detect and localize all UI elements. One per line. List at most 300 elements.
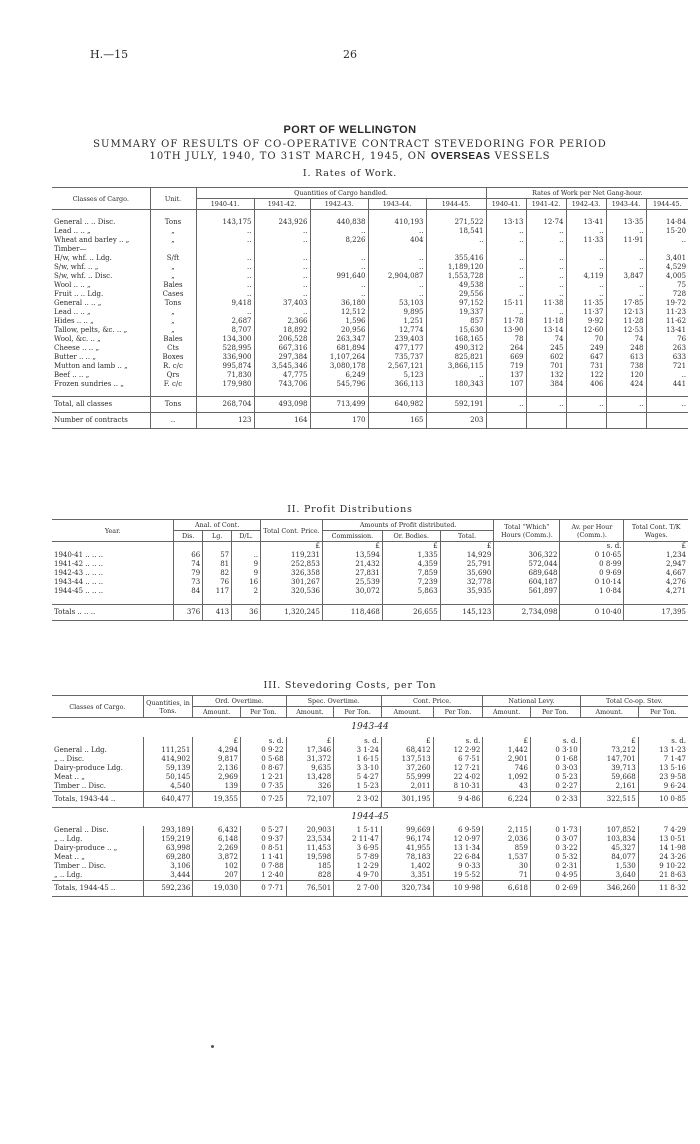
table-cell: 12,774 [368, 326, 426, 335]
table-row [52, 755, 688, 764]
table-cell: 74 [606, 335, 646, 344]
table-cell: 9 4·86 [433, 791, 483, 807]
table-row [52, 746, 688, 755]
table-cell: 12 0·97 [433, 835, 483, 844]
table-cell: 681,894 [310, 344, 368, 353]
table-cell: .. [310, 290, 368, 299]
table-cell: 123 [196, 413, 254, 429]
table-cell: 47,775 [254, 371, 310, 380]
table-cell [143, 737, 193, 746]
col-quantities: Quantities of Cargo handled. [196, 188, 486, 199]
row-label: Totals, 1944-45 .. [54, 883, 116, 892]
table-cell: 26,655 [382, 605, 440, 621]
table-cell: 1,442 [483, 746, 531, 755]
table-cell: 76 [646, 335, 688, 344]
table-cell: .. [254, 290, 310, 299]
table-cell: 15,630 [426, 326, 486, 335]
table-cell [368, 245, 426, 254]
table-cell: 207 [193, 871, 241, 880]
table-cell: 4,294 [193, 746, 241, 755]
table-cell: 721 [646, 362, 688, 371]
table-cell: 11·18 [526, 317, 566, 326]
table-cell: .. [606, 281, 646, 290]
table-cell: 1 5·11 [334, 826, 382, 835]
table-cell: 12·74 [526, 218, 566, 227]
table-cell: 122 [566, 371, 606, 380]
table-cell: 1,251 [368, 317, 426, 326]
table-cell: 613 [606, 353, 646, 362]
table-cell [486, 245, 526, 254]
table-cell: 297,384 [254, 353, 310, 362]
perton-header: Per Ton. [530, 707, 580, 718]
table-row [52, 344, 688, 353]
table-cell: 20,956 [310, 326, 368, 335]
table-row [52, 782, 688, 791]
table-cell: 3,872 [193, 853, 241, 862]
table-cell: 746 [483, 764, 531, 773]
table-cell: 23,534 [286, 835, 334, 844]
table-cell: 413 [203, 605, 232, 621]
table-cell: 13 1·34 [433, 844, 483, 853]
table-row [52, 218, 688, 227]
table-cell: 78 [486, 335, 526, 344]
table-cell: 24 3·26 [638, 853, 688, 862]
year-subheading [52, 718, 688, 737]
table-row [52, 362, 688, 371]
table-cell [203, 542, 232, 551]
table-row [52, 773, 688, 782]
col-classes: Classes of Cargo. [52, 188, 150, 210]
table-cell: 35,690 [440, 569, 494, 578]
table-cell: .. [232, 551, 261, 560]
table-cell: .. [526, 290, 566, 299]
table-cell: Qrs [150, 371, 196, 380]
amount-header: Amount. [381, 707, 433, 718]
table-cell: 9 6·24 [638, 782, 688, 791]
col-year: Year. [52, 520, 174, 542]
table-cell: 63,998 [143, 844, 193, 853]
section-profit-title: II. Profit Distributions [287, 504, 413, 515]
row-label: H/w, whf. .. Ldg. [54, 254, 112, 263]
table-cell: 74 [174, 560, 203, 569]
table-cell: .. [526, 227, 566, 236]
table-cell: .. [196, 308, 254, 317]
table-row [52, 826, 688, 835]
table-cell: 1,596 [310, 317, 368, 326]
table-cell: 32,778 [440, 578, 494, 587]
table-cell: .. [486, 308, 526, 317]
table-row [52, 764, 688, 773]
table-cell: 0 2·31 [530, 862, 580, 871]
table-cell: .. [526, 308, 566, 317]
row-label: Wool .. .. „ [54, 281, 91, 290]
perton-header: Per Ton. [433, 707, 483, 718]
table-cell: 8,707 [196, 326, 254, 335]
table-cell: Boxes [150, 353, 196, 362]
table-cell: 10 0·85 [638, 791, 688, 807]
table-cell [310, 245, 368, 254]
table-cell: 2,969 [193, 773, 241, 782]
table-cell: 667,316 [254, 344, 310, 353]
table-row [52, 245, 688, 254]
perton-header: Per Ton. [240, 707, 286, 718]
table-cell: 12 7·21 [433, 764, 483, 773]
table-cell: 8 10·31 [433, 782, 483, 791]
table-cell: 203 [426, 413, 486, 429]
table-cell: Tons [150, 218, 196, 227]
row-label: 1942-43 .. .. .. [54, 569, 104, 578]
table-cell: 7 1·47 [638, 755, 688, 764]
table-cell: 0 7·71 [240, 880, 286, 896]
table-cell: 74 [526, 335, 566, 344]
table-row [52, 236, 688, 245]
table-cell: 206,528 [254, 335, 310, 344]
totals-row [52, 880, 688, 896]
table-cell: 96,174 [381, 835, 433, 844]
table-cell: 4,529 [646, 263, 688, 272]
section-costs-title: III. Stevedoring Costs, per Ton [263, 680, 437, 691]
col-total: Total. [440, 531, 494, 542]
table-cell: 19,598 [286, 853, 334, 862]
row-label: Timber .. Disc. [54, 861, 107, 870]
table-cell: 355,416 [426, 254, 486, 263]
table-cell: .. [486, 281, 526, 290]
table-cell: 2,161 [580, 782, 638, 791]
row-label: Tallow, pelts, &c. .. „ [54, 325, 128, 334]
table-cell: .. [368, 254, 426, 263]
table-cell: 19,030 [193, 880, 241, 896]
table-cell: 3,401 [646, 254, 688, 263]
table-cell: 22 4·02 [433, 773, 483, 782]
table-cell: 71 [483, 871, 531, 880]
table-cell: 73,212 [580, 746, 638, 755]
table-cell: „ [150, 317, 196, 326]
table-cell: 84,077 [580, 853, 638, 862]
page-speck [211, 1045, 214, 1048]
table-cell: 31,372 [286, 755, 334, 764]
table-cell [150, 245, 196, 254]
row-label: 1944-45 .. .. .. [54, 587, 104, 596]
table-cell: 102 [193, 862, 241, 871]
table-cell: 9 [232, 560, 261, 569]
table-cell: 76,501 [286, 880, 334, 896]
table-cell: 57 [203, 551, 232, 560]
table-cell: 3,080,178 [310, 362, 368, 371]
row-label: Cheese .. .. „ [54, 343, 100, 352]
table-cell: 165 [368, 413, 426, 429]
table-cell: 69,280 [143, 853, 193, 862]
table-cell: 170 [310, 413, 368, 429]
table-cell: £ [440, 542, 494, 551]
col-dis: Dis. [174, 531, 203, 542]
table-cell: .. [426, 371, 486, 380]
table-row [52, 290, 688, 299]
table-cell: 7,239 [382, 578, 440, 587]
table-cell: 2,901 [483, 755, 531, 764]
table-cell: 66 [174, 551, 203, 560]
table-cell [606, 245, 646, 254]
table-cell: 5 4·27 [334, 773, 382, 782]
table-cell: 0 1·68 [530, 755, 580, 764]
table-cell: 25,791 [440, 560, 494, 569]
table-cell: .. [566, 227, 606, 236]
table-cell: 1,335 [382, 551, 440, 560]
table-cell: 16 [232, 578, 261, 587]
table-cell: Tons [150, 299, 196, 308]
page-number: 26 [343, 48, 357, 61]
table-cell: s. d. [530, 737, 580, 746]
row-label: „ .. Disc. [54, 754, 85, 763]
table-cell: .. [486, 290, 526, 299]
table-cell: .. [606, 290, 646, 299]
table-row [52, 299, 688, 308]
table-cell: 50,145 [143, 773, 193, 782]
table-cell: 3 1·24 [334, 746, 382, 755]
table-cell: 137 [486, 371, 526, 380]
row-label: „ .. Ldg. [54, 870, 83, 879]
table-cell: 41,955 [381, 844, 433, 853]
table-cell: 1 1·41 [240, 853, 286, 862]
table-cell: 263 [646, 344, 688, 353]
col-national-levy: National Levy. [483, 696, 580, 707]
table-cell: 477,177 [368, 344, 426, 353]
table-cell: .. [150, 413, 196, 429]
row-label: General .. Ldg. [54, 745, 107, 754]
units-row [52, 737, 688, 746]
table-cell: 0 7·35 [240, 782, 286, 791]
table-cell: 731 [566, 362, 606, 371]
col-av-hour: Av. per Hour (Comm.). [560, 520, 624, 542]
table-cell: 76 [203, 578, 232, 587]
contracts-row [52, 413, 688, 429]
table-cell: 6,249 [310, 371, 368, 380]
year-header: 1940-41. [486, 199, 526, 210]
table-cell: 2,947 [624, 560, 688, 569]
table-cell: 301,195 [381, 791, 433, 807]
table-cell: 410,193 [368, 218, 426, 227]
table-cell: .. [254, 263, 310, 272]
table-cell: 322,515 [580, 791, 638, 807]
table-cell: 0 2·69 [530, 880, 580, 896]
table-row [52, 353, 688, 362]
row-label: S/w, whf. .. „ [54, 263, 99, 272]
table-cell: 2 [232, 587, 261, 596]
page-header-ref: H.—15 [90, 48, 129, 61]
row-label: Butter .. .. „ [54, 352, 96, 361]
table-cell: 991,640 [310, 272, 368, 281]
table-cell: 2,269 [193, 844, 241, 853]
table-cell: 12·60 [566, 326, 606, 335]
table-cell: 441 [646, 380, 688, 389]
table-cell: 0 9·69 [560, 569, 624, 578]
table-cell: 30 [483, 862, 531, 871]
table-cell [196, 245, 254, 254]
row-label: S/w, whf. .. Disc. [54, 272, 113, 281]
table-cell: 35,935 [440, 587, 494, 596]
col-which-hours: Total “Which” Hours (Comm.). [494, 520, 560, 542]
table-cell: .. [196, 254, 254, 263]
table-cell: 11·35 [566, 299, 606, 308]
table-cell: 13·41 [566, 218, 606, 227]
table-cell: 59,139 [143, 764, 193, 773]
table-cell: 3,351 [381, 871, 433, 880]
table-cell: 19·72 [646, 299, 688, 308]
table-cell: 404 [368, 236, 426, 245]
table-cell: 9,418 [196, 299, 254, 308]
table-cell: 139 [193, 782, 241, 791]
table-cell: 84 [174, 587, 203, 596]
table-cell: 7 4·29 [638, 826, 688, 835]
col-anal: Anal. of Cont. [174, 520, 261, 531]
table-cell: 36,180 [310, 299, 368, 308]
table-cell: .. [526, 254, 566, 263]
table-cell: .. [486, 236, 526, 245]
table-cell: .. [606, 263, 646, 272]
table-cell: 2,904,087 [368, 272, 426, 281]
table-row [52, 871, 688, 880]
table-cell: 2,036 [483, 835, 531, 844]
table-cell: 604,187 [494, 578, 560, 587]
table-cell: £ [322, 542, 382, 551]
table-cell: 79 [174, 569, 203, 578]
table-cell: 21,432 [322, 560, 382, 569]
table-cell: .. [368, 290, 426, 299]
amount-header: Amount. [580, 707, 638, 718]
table-cell: .. [486, 397, 526, 413]
table-cell: 719 [486, 362, 526, 371]
table-cell: 366,113 [368, 380, 426, 389]
table-cell: .. [566, 397, 606, 413]
table-cell: 3,545,346 [254, 362, 310, 371]
table-cell: 2,115 [483, 826, 531, 835]
summary-title: SUMMARY OF RESULTS OF CO-OPERATIVE CONTRACT STEVEDORING FOR PERIOD [93, 139, 607, 150]
table-cell: „ [150, 263, 196, 272]
table-cell: 3,866,115 [426, 362, 486, 371]
table-cell: 239,403 [368, 335, 426, 344]
table-cell: 859 [483, 844, 531, 853]
table-cell: „ [150, 236, 196, 245]
col-quantities-3: Quantities, in Tons. [143, 696, 193, 718]
table-cell: Bales [150, 335, 196, 344]
table-cell: 1,092 [483, 773, 531, 782]
table-cell: 11·91 [606, 236, 646, 245]
table-cell: 701 [526, 362, 566, 371]
table-cell: .. [526, 272, 566, 281]
year-header: 1944-45. [426, 199, 486, 210]
table-cell: 18,541 [426, 227, 486, 236]
table-cell: 13 5·16 [638, 764, 688, 773]
table-cell: 11·78 [486, 317, 526, 326]
table-cell: 4,667 [624, 569, 688, 578]
table-cell: 43 [483, 782, 531, 791]
table-cell: 592,191 [426, 397, 486, 413]
table-cell: .. [646, 236, 688, 245]
table-cell: 320,536 [261, 587, 323, 596]
table-cell: 13·14 [526, 326, 566, 335]
table-cell: 39,713 [580, 764, 638, 773]
table-cell: .. [196, 272, 254, 281]
profit-distributions-table [52, 519, 688, 621]
table-cell: 49,538 [426, 281, 486, 290]
table-cell: s. d. [560, 542, 624, 551]
table-cell: 2 7·00 [334, 880, 382, 896]
row-label: Beef .. .. „ [54, 370, 90, 379]
row-label: General .. .. Disc. [54, 218, 116, 227]
table-cell: 728 [646, 290, 688, 299]
table-cell: £ [483, 737, 531, 746]
table-cell: 179,980 [196, 380, 254, 389]
table-cell: 1 2·29 [334, 862, 382, 871]
table-cell [646, 413, 688, 429]
table-cell: 995,874 [196, 362, 254, 371]
table-cell [494, 542, 560, 551]
table-cell: 4,271 [624, 587, 688, 596]
row-label: 1940-41 .. .. .. [54, 551, 104, 560]
rates-of-work-table [52, 187, 688, 429]
table-cell: 1 5·23 [334, 782, 382, 791]
totals-row [52, 605, 688, 621]
table-cell: 5,123 [368, 371, 426, 380]
row-label: Totals .. .. .. [54, 608, 96, 617]
table-cell: 572,044 [494, 560, 560, 569]
table-cell: 1,320,245 [261, 605, 323, 621]
table-cell: „ [150, 227, 196, 236]
year-subheading [52, 807, 688, 826]
table-cell: 168,165 [426, 335, 486, 344]
table-cell: £ [382, 542, 440, 551]
table-cell: £ [580, 737, 638, 746]
amount-header: Amount. [286, 707, 334, 718]
section-rates-title: I. Rates of Work. [302, 168, 398, 179]
col-total-coop: Total Co-op. Stev. [580, 696, 688, 707]
table-cell: 336,900 [196, 353, 254, 362]
table-cell: .. [606, 397, 646, 413]
year-header: 1941-42. [254, 199, 310, 210]
table-cell: 1,402 [381, 862, 433, 871]
table-cell: 602 [526, 353, 566, 362]
table-cell: 2,687 [196, 317, 254, 326]
table-cell: 13 1·23 [638, 746, 688, 755]
table-cell [232, 542, 261, 551]
table-cell: 0 3·03 [530, 764, 580, 773]
row-label: Dairy-produce .. „ [54, 843, 118, 852]
table-cell: s. d. [433, 737, 483, 746]
year-label: 1944-45 [351, 811, 389, 822]
table-cell: 9 10·22 [638, 862, 688, 871]
table-cell: 2 3·02 [334, 791, 382, 807]
table-cell: 249 [566, 344, 606, 353]
table-cell: 1,537 [483, 853, 531, 862]
table-cell: 6,618 [483, 880, 531, 896]
year-header: 1943-44. [368, 199, 426, 210]
row-label: Fruit .. .. Ldg. [54, 290, 104, 298]
table-cell: 6 9·59 [433, 826, 483, 835]
table-cell [486, 413, 526, 429]
table-row [52, 317, 688, 326]
table-cell: £ [624, 542, 688, 551]
table-cell: 36 [232, 605, 261, 621]
table-cell: 14 1·98 [638, 844, 688, 853]
col-commission: Commission. [322, 531, 382, 542]
row-label: Lead .. .. „ [54, 307, 91, 316]
table-cell: 669 [486, 353, 526, 362]
table-cell: 0 5·23 [530, 773, 580, 782]
table-row [52, 380, 688, 389]
table-cell: 55,999 [381, 773, 433, 782]
table-cell: .. [254, 272, 310, 281]
table-cell: 10 9·98 [433, 880, 483, 896]
table-cell: 0 10·40 [560, 605, 624, 621]
